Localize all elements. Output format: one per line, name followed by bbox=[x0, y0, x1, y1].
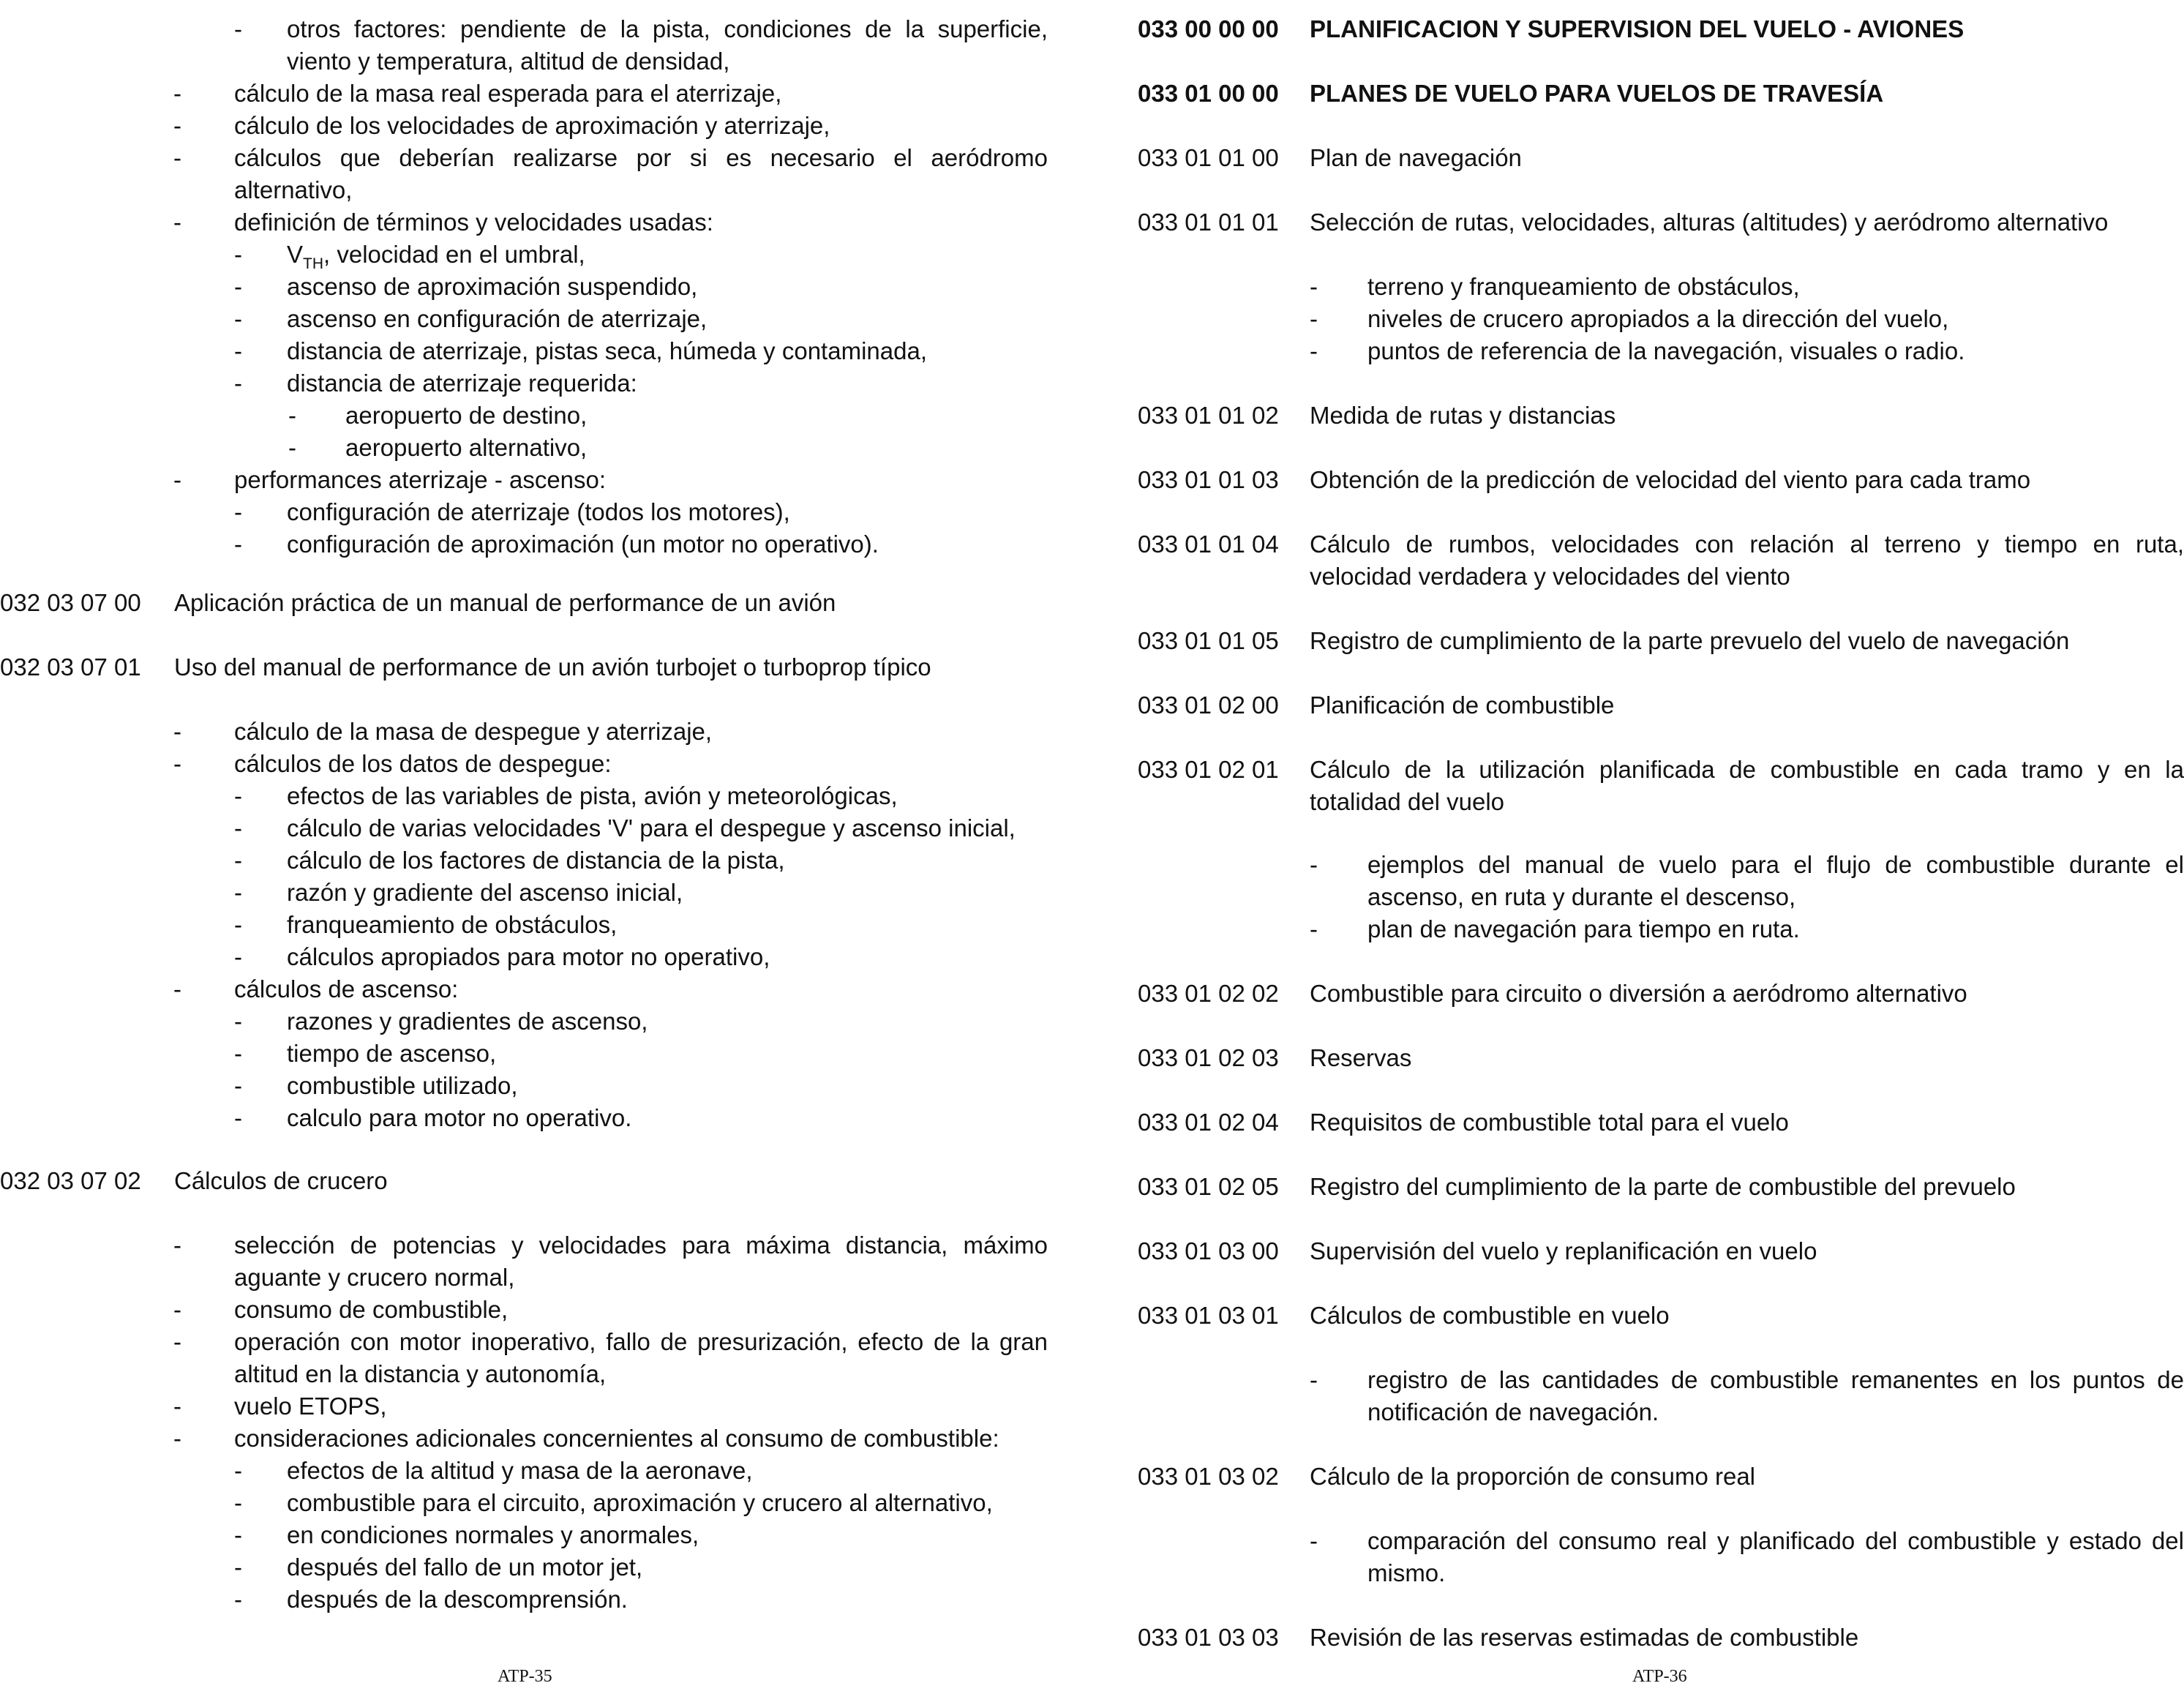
section-code: 033 01 00 00 bbox=[1138, 80, 1279, 107]
bullet-text: razones y gradientes de ascenso, bbox=[287, 1008, 648, 1035]
bullet-text: puntos de referencia de la navegación, visuales o radio. bbox=[1367, 337, 1965, 364]
section-title: Requisitos de combustible total para el vuelo bbox=[1310, 1109, 1789, 1136]
section-code: 033 01 02 04 bbox=[1138, 1109, 1279, 1136]
continuation-text: viento y temperatura, altitud de densidad, bbox=[287, 48, 730, 75]
bullet-text: efectos de la altitud y masa de la aeronave, bbox=[287, 1457, 753, 1484]
bullet-text: niveles de crucero apropiados a la dirección del vuelo, bbox=[1367, 305, 1949, 332]
bullet-text: distancia de aterrizaje, pistas seca, húmeda y contaminada, bbox=[287, 337, 927, 364]
continuation-text: aguante y crucero normal, bbox=[234, 1264, 515, 1291]
section-code: 033 01 03 00 bbox=[1138, 1237, 1279, 1264]
section-title: Registro de cumplimiento de la parte prevuelo del vuelo de navegación bbox=[1310, 627, 2070, 654]
bullet-text: aeropuerto alternativo, bbox=[345, 434, 588, 461]
bullet-dash: - bbox=[234, 1586, 242, 1613]
section-title: Cálculo de rumbos, velocidades con relación al terreno y tiempo en ruta, bbox=[1310, 531, 2184, 558]
section-code: 033 01 01 04 bbox=[1138, 531, 1279, 558]
section-title: Medida de rutas y distancias bbox=[1310, 402, 1616, 429]
section-code: 033 01 01 01 bbox=[1138, 209, 1279, 236]
bullet-text: combustible para el circuito, aproximación y crucero al alternativo, bbox=[287, 1489, 993, 1516]
bullet-dash: - bbox=[234, 305, 242, 332]
bullet-dash: - bbox=[234, 1104, 242, 1131]
bullet-dash: - bbox=[234, 531, 242, 558]
bullet-dash: - bbox=[1310, 1527, 1318, 1554]
bullet-text: selección de potencias y velocidades para máxima distancia, máximo bbox=[234, 1232, 1048, 1259]
right-page bbox=[1138, 0, 2184, 1694]
bullet-text: cálculos apropiados para motor no operativo, bbox=[287, 943, 770, 970]
left-page bbox=[0, 0, 1054, 1694]
bullet-text: combustible utilizado, bbox=[287, 1072, 518, 1099]
bullet-text: cálculo de varias velocidades 'V' para el despegue y ascenso inicial, bbox=[287, 814, 1016, 842]
bullet-dash: - bbox=[234, 911, 242, 938]
bullet-dash: - bbox=[288, 434, 296, 461]
bullet-dash: - bbox=[1310, 305, 1318, 332]
section-code: 033 01 01 00 bbox=[1138, 144, 1279, 171]
section-title: Planificación de combustible bbox=[1310, 692, 1615, 719]
section-code: 033 01 02 00 bbox=[1138, 692, 1279, 719]
bullet-dash: - bbox=[234, 847, 242, 874]
bullet-dash: - bbox=[288, 402, 296, 429]
bullet-dash: - bbox=[234, 943, 242, 970]
section-title: Revisión de las reservas estimadas de combustible bbox=[1310, 1624, 1859, 1651]
section-code: 033 01 02 01 bbox=[1138, 756, 1279, 783]
section-code: 033 01 02 05 bbox=[1138, 1173, 1279, 1200]
bullet-text: consideraciones adicionales concernientes al consumo de combustible: bbox=[234, 1425, 999, 1452]
bullet-text: razón y gradiente del ascenso inicial, bbox=[287, 879, 683, 906]
bullet-dash: - bbox=[173, 718, 181, 745]
section-code: 033 01 03 02 bbox=[1138, 1463, 1279, 1490]
bullet-dash: - bbox=[234, 370, 242, 397]
section-title: Uso del manual de performance de un avión turbojet o turboprop típico bbox=[174, 653, 931, 681]
bullet-dash: - bbox=[173, 112, 181, 139]
bullet-dash: - bbox=[234, 1489, 242, 1516]
bullet-text: registro de las cantidades de combustible remanentes en los puntos de bbox=[1367, 1366, 2184, 1393]
bullet-dash: - bbox=[234, 1457, 242, 1484]
section-title: PLANIFICACION Y SUPERVISION DEL VUELO - AVIONES bbox=[1310, 15, 1965, 42]
bullet-dash: - bbox=[1310, 273, 1318, 300]
continuation-text: altitud en la distancia y autonomía, bbox=[234, 1360, 607, 1387]
bullet-text: configuración de aproximación (un motor no operativo). bbox=[287, 531, 879, 558]
bullet-text: otros factores: pendiente de la pista, condiciones de la superficie, bbox=[287, 15, 1048, 42]
bullet-dash: - bbox=[234, 337, 242, 364]
section-code: 032 03 07 02 bbox=[0, 1167, 141, 1194]
bullet-dash: - bbox=[234, 241, 242, 268]
bullet-text: plan de navegación para tiempo en ruta. bbox=[1367, 915, 1800, 942]
section-title: Aplicación práctica de un manual de performance de un avión bbox=[174, 589, 836, 616]
bullet-dash: - bbox=[173, 975, 181, 1002]
bullet-text: cálculos de ascenso: bbox=[234, 975, 459, 1002]
bullet-dash: - bbox=[234, 1072, 242, 1099]
bullet-dash: - bbox=[234, 498, 242, 525]
continuation-text: totalidad del vuelo bbox=[1310, 788, 1505, 815]
section-title: Supervisión del vuelo y replanificación en vuelo bbox=[1310, 1237, 1817, 1264]
section-title: Plan de navegación bbox=[1310, 144, 1522, 171]
bullet-text: aeropuerto de destino, bbox=[345, 402, 588, 429]
continuation-text: mismo. bbox=[1367, 1559, 1446, 1586]
section-code: 033 01 01 03 bbox=[1138, 466, 1279, 493]
section-title: Obtención de la predicción de velocidad del viento para cada tramo bbox=[1310, 466, 2031, 493]
section-code: 033 01 03 03 bbox=[1138, 1624, 1279, 1651]
page-number: ATP-35 bbox=[498, 1667, 552, 1686]
bullet-text: ejemplos del manual de vuelo para el flujo de combustible durante el bbox=[1367, 851, 2184, 878]
bullet-text: tiempo de ascenso, bbox=[287, 1040, 497, 1067]
section-code: 033 00 00 00 bbox=[1138, 15, 1279, 42]
bullet-dash: - bbox=[234, 1554, 242, 1581]
section-code: 033 01 02 02 bbox=[1138, 980, 1279, 1007]
continuation-text: velocidad verdadera y velocidades del viento bbox=[1310, 563, 1790, 590]
bullet-text: vuelo ETOPS, bbox=[234, 1393, 387, 1420]
section-title: Cálculos de crucero bbox=[174, 1167, 388, 1194]
section-code: 033 01 03 01 bbox=[1138, 1302, 1279, 1329]
continuation-text: alternativo, bbox=[234, 176, 353, 203]
bullet-text: ascenso de aproximación suspendido, bbox=[287, 273, 698, 300]
bullet-text: en condiciones normales y anormales, bbox=[287, 1521, 699, 1548]
bullet-text: cálculo de los velocidades de aproximación y aterrizaje, bbox=[234, 112, 830, 139]
section-code: 033 01 01 02 bbox=[1138, 402, 1279, 429]
section-title: Registro del cumplimiento de la parte de combustible del prevuelo bbox=[1310, 1173, 2016, 1200]
bullet-dash: - bbox=[173, 1328, 181, 1355]
bullet-dash: - bbox=[234, 879, 242, 906]
bullet-dash: - bbox=[173, 209, 181, 236]
section-title: Combustible para circuito o diversión a aeródromo alternativo bbox=[1310, 980, 1967, 1007]
bullet-text: calculo para motor no operativo. bbox=[287, 1104, 632, 1131]
section-title: PLANES DE VUELO PARA VUELOS DE TRAVESÍA bbox=[1310, 80, 1884, 107]
bullet-dash: - bbox=[234, 814, 242, 842]
bullet-dash: - bbox=[234, 15, 242, 42]
bullet-dash: - bbox=[234, 1040, 242, 1067]
bullet-text: definición de términos y velocidades usadas: bbox=[234, 209, 713, 236]
bullet-text: cálculo de la masa real esperada para el aterrizaje, bbox=[234, 80, 782, 107]
section-title: Cálculo de la proporción de consumo real bbox=[1310, 1463, 1756, 1490]
bullet-dash: - bbox=[234, 782, 242, 809]
bullet-dash: - bbox=[1310, 915, 1318, 942]
bullet-text: cálculo de la masa de despegue y aterrizaje, bbox=[234, 718, 713, 745]
bullet-dash: - bbox=[234, 1008, 242, 1035]
bullet-text: terreno y franqueamiento de obstáculos, bbox=[1367, 273, 1800, 300]
bullet-text: cálculos de los datos de despegue: bbox=[234, 750, 612, 777]
section-title: Cálculos de combustible en vuelo bbox=[1310, 1302, 1670, 1329]
bullet-text: consumo de combustible, bbox=[234, 1296, 509, 1323]
bullet-text: franqueamiento de obstáculos, bbox=[287, 911, 618, 938]
bullet-text: configuración de aterrizaje (todos los motores), bbox=[287, 498, 790, 525]
bullet-dash: - bbox=[173, 80, 181, 107]
bullet-dash: - bbox=[1310, 851, 1318, 878]
bullet-dash: - bbox=[173, 1425, 181, 1452]
section-code: 032 03 07 00 bbox=[0, 589, 141, 616]
bullet-dash: - bbox=[1310, 1366, 1318, 1393]
bullet-dash: - bbox=[234, 273, 242, 300]
bullet-text: comparación del consumo real y planificado del combustible y estado del bbox=[1367, 1527, 2184, 1554]
bullet-text: después de la descomprensión. bbox=[287, 1586, 628, 1613]
section-code: 033 01 02 03 bbox=[1138, 1044, 1279, 1071]
bullet-dash: - bbox=[173, 1393, 181, 1420]
bullet-text: después del fallo de un motor jet, bbox=[287, 1554, 643, 1581]
bullet-dash: - bbox=[173, 466, 181, 493]
bullet-text: efectos de las variables de pista, avión y meteorológicas, bbox=[287, 782, 898, 809]
bullet-dash: - bbox=[1310, 337, 1318, 364]
continuation-text: ascenso, en ruta y durante el descenso, bbox=[1367, 883, 1796, 910]
section-code: 033 01 01 05 bbox=[1138, 627, 1279, 654]
bullet-dash: - bbox=[173, 1296, 181, 1323]
bullet-dash: - bbox=[173, 750, 181, 777]
section-title: Cálculo de la utilización planificada de combustible en cada tramo y en la bbox=[1310, 756, 2184, 783]
bullet-text: distancia de aterrizaje requerida: bbox=[287, 370, 637, 397]
bullet-text: performances aterrizaje - ascenso: bbox=[234, 466, 607, 493]
page-number: ATP-36 bbox=[1632, 1667, 1687, 1686]
bullet-dash: - bbox=[173, 1232, 181, 1259]
section-title: Selección de rutas, velocidades, alturas (altitudes) y aeródromo alternativo bbox=[1310, 209, 2109, 236]
bullet-dash: - bbox=[173, 144, 181, 171]
continuation-text: notificación de navegación. bbox=[1367, 1398, 1659, 1425]
bullet-text: cálculos que deberían realizarse por si es necesario el aeródromo bbox=[234, 144, 1048, 171]
bullet-text: cálculo de los factores de distancia de la pista, bbox=[287, 847, 785, 874]
section-code: 032 03 07 01 bbox=[0, 653, 141, 681]
bullet-dash: - bbox=[234, 1521, 242, 1548]
section-title: Reservas bbox=[1310, 1044, 1412, 1071]
bullet-text: operación con motor inoperativo, fallo de presurización, efecto de la gran bbox=[234, 1328, 1048, 1355]
bullet-text: ascenso en configuración de aterrizaje, bbox=[287, 305, 708, 332]
bullet-text: $V_{TH}$, velocidad en el umbral, bbox=[287, 241, 585, 272]
